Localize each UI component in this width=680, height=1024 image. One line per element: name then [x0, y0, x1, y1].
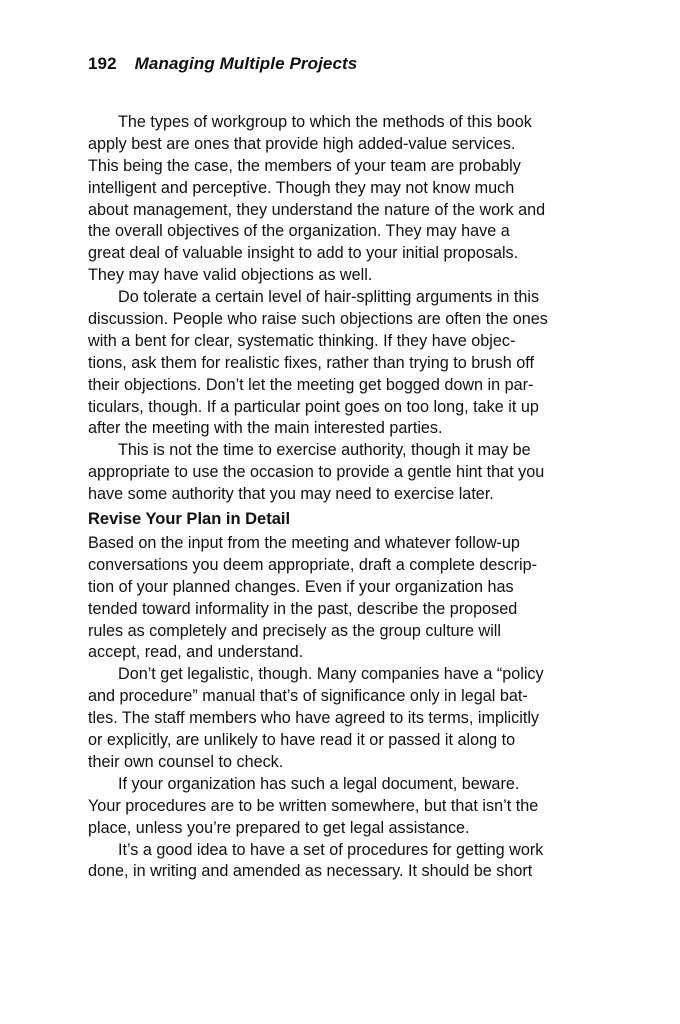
paragraph-line: the overall objectives of the organization. They may have a: [88, 222, 510, 241]
running-title: Managing Multiple Projects: [134, 54, 358, 73]
paragraph-line: their own counsel to check.: [88, 752, 284, 771]
paragraph-line: If your organization has such a legal document, beware.: [118, 774, 520, 793]
paragraph-line: Based on the input from the meeting and whatever follow-up: [88, 534, 520, 553]
paragraph-line: discussion. People who raise such objections are often the ones: [88, 310, 548, 329]
paragraph-line: It’s a good idea to have a set of procedures for getting work: [118, 840, 544, 859]
paragraph-line: Your procedures are to be written somewhere, but that isn’t the: [88, 796, 539, 815]
paragraph-line: done, in writing and amended as necessary. It should be short: [88, 862, 533, 881]
paragraph-line: after the meeting with the main interested parties.: [88, 419, 443, 438]
paragraph-line: with a bent for clear, systematic thinking. If they have objec-: [88, 331, 516, 350]
paragraph-line: This is not the time to exercise authority, though it may be: [118, 441, 531, 460]
paragraph-line: rules as completely and precisely as the group culture will: [88, 621, 501, 640]
paragraph-line: tles. The staff members who have agreed to its terms, implicitly: [88, 709, 540, 728]
paragraph-line: have some authority that you may need to exercise later.: [88, 485, 494, 504]
paragraph-line: They may have valid objections as well.: [88, 266, 373, 285]
paragraph-line: intelligent and perceptive. Though they may not know much: [88, 178, 515, 197]
paragraph-line: and procedure” manual that’s of significance only in legal bat-: [88, 687, 528, 706]
paragraph-line: place, unless you’re prepared to get legal assistance.: [88, 818, 470, 837]
paragraph-line: their objections. Don’t let the meeting get bogged down in par-: [88, 375, 534, 394]
paragraph-line: The types of workgroup to which the methods of this book: [118, 113, 532, 131]
paragraph-line: ticulars, though. If a particular point goes on too long, take it up: [88, 397, 539, 416]
paragraph-line: tion of your planned changes. Even if your organization has: [88, 577, 514, 596]
page-number: 192: [88, 54, 117, 73]
section-heading: Revise Your Plan in Detail: [88, 510, 291, 529]
paragraph-line: or explicitly, are unlikely to have read it or passed it along to: [88, 731, 516, 750]
paragraph-line: great deal of valuable insight to add to your initial proposals.: [88, 244, 519, 263]
paragraph-line: about management, they understand the nature of the work and: [88, 200, 546, 219]
paragraph-line: This being the case, the members of your team are probably: [88, 156, 521, 175]
paragraph-line: Do tolerate a certain level of hair-splitting arguments in this: [118, 288, 540, 307]
paragraph-line: conversations you deem appropriate, draft a complete descrip-: [88, 555, 537, 574]
paragraph-line: tended toward informality in the past, describe the proposed: [88, 599, 518, 618]
body-text: [88, 112, 600, 883]
paragraph-line: apply best are ones that provide high added-value services.: [88, 134, 516, 153]
paragraph-line: tions, ask them for realistic fixes, rather than trying to brush off: [88, 353, 534, 372]
paragraph-line: Don’t get legalistic, though. Many companies have a “policy: [118, 665, 544, 684]
paragraph-line: appropriate to use the occasion to provide a gentle hint that you: [88, 463, 545, 482]
running-head: [88, 54, 357, 74]
paragraph-line: accept, read, and understand.: [88, 643, 304, 662]
